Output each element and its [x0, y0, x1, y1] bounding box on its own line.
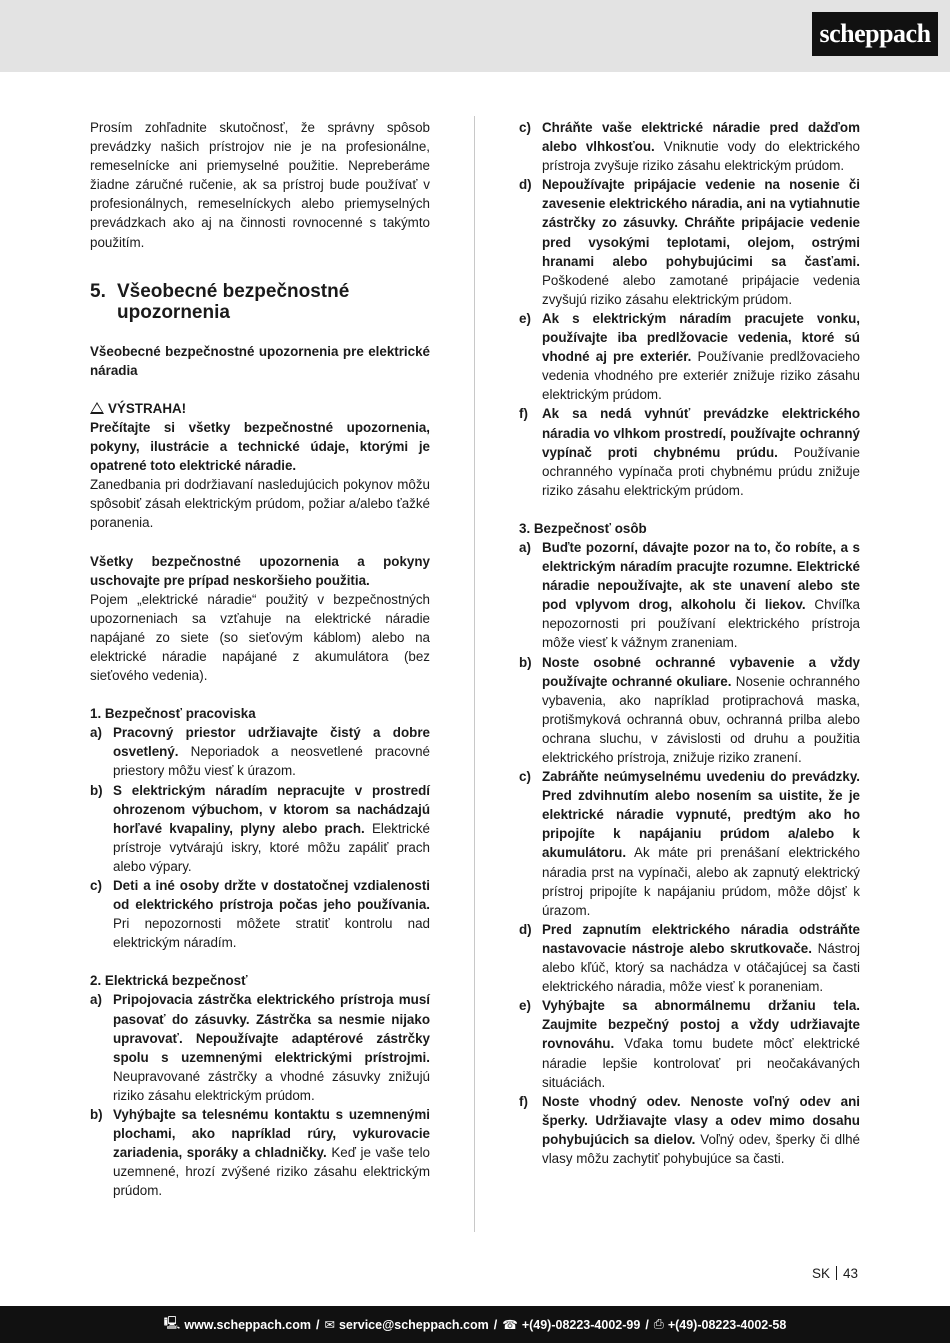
- email-icon: ✉: [324, 1318, 335, 1332]
- computer-icon: 🖳: [163, 1316, 181, 1330]
- phone-icon: ☎: [502, 1318, 518, 1332]
- item-label: e): [519, 310, 531, 326]
- item-text: Pracovný priestor udržiavajte čistý a dobre osvetlený. Neporiadok a neosvetlené pracovné priestory môžu viesť k úrazom.: [113, 725, 430, 779]
- email-link[interactable]: service@scheppach.com: [338, 1317, 489, 1332]
- item-label: f): [519, 1093, 528, 1109]
- item-label: c): [519, 769, 531, 785]
- subsection-title: 3. Bezpečnosť osôb: [519, 520, 647, 536]
- section-title: Všeobecné bezpečnostné upozornenia: [117, 280, 350, 323]
- subsection-title: 1. Bezpečnosť pracoviska: [90, 706, 256, 722]
- item-label: b): [519, 654, 532, 670]
- section-heading: [90, 281, 430, 323]
- item-text: Zabráňte neúmyselnému uvedeniu do prevádzky. Pred zdvihnutím alebo nosením sa uistite, že je elektrické náradie vypnuté, predtým ako ho pripojíte k napájaniu prúdom a/alebo k akumulátoru. Ak máte pri prenášaní elektrického náradia prst na vypínači, alebo ak zapnutý elektrický prístroj pripojíte k napájaniu prúdom, môže dôjsť k úrazom.: [542, 769, 860, 918]
- item-label: d): [519, 921, 532, 937]
- keep-instructions-text: Pojem „elektrické náradie“ použitý v bezpečnostných upozorneniach sa vzťahuje na elektrické náradie napájané zo siete (so sieťovým káblom) alebo na elektrické náradie napájané z akumulátora (bez sieťového vedenia).: [90, 591, 430, 684]
- list-item: [519, 653, 860, 768]
- list-item: [519, 309, 860, 404]
- item-text: Deti a iné osoby držte v dostatočnej vzdialenosti od elektrického prístroja počas jeho používania. Pri nepozornosti môžete stratiť kontrolu nad elektrickým náradím.: [113, 878, 430, 951]
- fax-icon: ⎙: [653, 1317, 664, 1331]
- item-label: b): [90, 1107, 103, 1123]
- item-label: f): [519, 406, 528, 422]
- item-text: Noste vhodný odev. Nenoste voľný odev ani šperky. Udržiavajte vlasy a odev mimo dosahu pohybujúcich sa dielov. Voľný odev, šperky či dlhé vlasy môžu zachytiť pohybujúce sa časti.: [542, 1093, 861, 1166]
- footer-separator: /: [316, 1317, 320, 1332]
- warning-triangle-icon: [90, 402, 104, 414]
- list-item: [519, 767, 860, 920]
- intro-paragraph: Prosím zohľadnite skutočnosť, že správny spôsob prevádzky našich prístrojov nie je na profesionálne, remeselnícke ani priemyselné použitie. Nepreberáme žiadne záručné ručenie, ak sa prístroj bude používať v profesionálnych, remeselníckych alebo priemyselných prevádzkach ako aj na činnosti rovnocenné s takýmto použitím.: [90, 120, 430, 250]
- section-number: 5.: [90, 280, 106, 302]
- item-label: a): [519, 539, 531, 555]
- subheading: Všeobecné bezpečnostné upozornenia pre elektrické náradia: [90, 343, 430, 378]
- item-label: e): [519, 998, 531, 1014]
- list-item: [90, 781, 430, 876]
- item-label: a): [90, 725, 102, 741]
- list-item: [90, 876, 430, 952]
- item-label: a): [90, 992, 102, 1008]
- warning-text: Zanedbania pri dodržiavaní nasledujúcich pokynov môžu spôsobiť zásah elektrickým prúdom, požiar a/alebo ťažké poranenia.: [90, 477, 430, 531]
- item-label: b): [90, 782, 103, 798]
- item-text: Nepoužívajte pripájacie vedenie na nosenie či zavesenie elektrického náradia, ani na vytiahnutie zástrčky zo zásuvky. Chráňte pripájacie vedenie pred vysokými teplotami, olejom, ostrými hranami alebo pohybujúcimi sa časťami. Poškodené alebo zamotané pripájacie vedenia zvyšujú riziko zásahu elektrickým prúdom.: [542, 177, 860, 307]
- item-label: c): [519, 120, 531, 135]
- keep-instructions-bold: Všetky bezpečnostné upozornenia a pokyny uschovajte pre prípad neskoršieho použitia.: [90, 553, 430, 588]
- item-text: Buďte pozorní, dávajte pozor na to, čo robíte, a s elektrickým náradím pracujte rozumne. Elektrické náradie nepoužívajte, ak ste unavení alebo ste pod vplyvom drog, alkoholu či liekov. Chvíľka nepozornosti pri používaní elektrického prístroja môže viesť k vážnym zraneniam.: [542, 539, 860, 651]
- footer-separator: /: [493, 1317, 498, 1332]
- language-code: SK: [812, 1266, 831, 1281]
- footer-bar: [0, 1306, 950, 1343]
- warning-label: VÝSTRAHA!: [108, 400, 187, 416]
- item-text: Noste osobné ochranné vybavenie a vždy používajte ochranné okuliare. Nosenie ochranného vybavenia, ako napríklad protiprachová maska, protišmyková ochranná obuv, ochranná prilba alebo ochrana sluchu, v závislosti od druhu a použitia elektrického prístroja, znižuje riziko zranení.: [542, 654, 860, 765]
- header-bar: [0, 0, 950, 72]
- brand-logo: scheppach: [812, 12, 938, 56]
- item-text: Chráňte vaše elektrické náradie pred dažďom alebo vlhkosťou. Vniknutie vody do elektrického prístroja zvyšuje riziko zásahu elektrickým prúdom.: [542, 120, 860, 174]
- website-link[interactable]: www.scheppach.com: [184, 1317, 312, 1332]
- item-text: Ak s elektrickým náradím pracujete vonku, používajte iba predlžovacie vedenia, ktoré sú vhodné aj pre exteriér. Používanie predlžovacieho vedenia vhodného pre exteriér znižuje riziko zásahu elektrickým prúdom.: [542, 310, 860, 403]
- footer-separator: /: [645, 1317, 649, 1332]
- item-text: Vyhýbajte sa telesnému kontaktu s uzemnenými plochami, ako napríklad rúry, vykurovacie zariadenia, sporáky a chladničky. Keď je vaše telo uzemnené, hrozí zvýšené riziko zásahu elektrickým prúdom.: [113, 1107, 430, 1199]
- list-item: [90, 990, 430, 1105]
- page-number: [812, 1266, 858, 1281]
- list-item: [519, 175, 860, 309]
- page-number-value: 43: [843, 1266, 859, 1281]
- list-item: [519, 118, 860, 175]
- subsection-title: 2. Elektrická bezpečnosť: [90, 973, 248, 989]
- list-item: [519, 996, 860, 1091]
- list-item: [90, 723, 430, 780]
- item-text: Pred zapnutím elektrického náradia odstráňte nastavovacie nástroje alebo skrutkovače. Nástroj alebo kľúč, ktorý sa nachádza v otáčajúcej sa časti elektrického náradia, môže viesť k poraneniam.: [542, 921, 860, 995]
- item-text: Pripojovacia zástrčka elektrického prístroja musí pasovať do zásuvky. Zástrčka sa nesmie nijako upravovať. Nepoužívajte adaptérové zástrčky spolu s uzemnenými elektrickými prístrojmi. Neupravované zástrčky a vhodné zásuvky znižujú riziko zásahu elektrickým prúdom.: [113, 992, 430, 1103]
- list-item: [90, 1105, 430, 1200]
- column-divider: [474, 116, 475, 1232]
- list-item: [519, 538, 860, 653]
- list-item: [519, 1092, 860, 1168]
- fax-number: +(49)-08223-4002-58: [667, 1317, 787, 1332]
- item-text: Vyhýbajte sa abnormálnemu držaniu tela. Zaujmite bezpečný postoj a vždy udržiavajte rovnováhu. Vďaka tomu budete môcť elektrické náradie lepšie kontrolovať pri neočakávaných situáciách.: [542, 998, 860, 1090]
- item-label: c): [90, 878, 102, 893]
- warning-bold: Prečítajte si všetky bezpečnostné upozornenia, pokyny, ilustrácie a technické údaje, ktorými je opatrené toto elektrické náradie.: [90, 419, 430, 474]
- phone-number: +(49)-08223-4002-99: [521, 1317, 641, 1332]
- left-column: [90, 118, 430, 1201]
- right-column: [519, 118, 860, 1168]
- item-text: S elektrickým náradím nepracujte v prostredí ohrozenom výbuchom, v ktorom sa nachádzajú horľavé kvapaliny, plyny alebo prach. Elektrické prístroje vytvárajú iskry, ktoré môžu zapáliť prach alebo výpary.: [113, 782, 430, 874]
- item-text: Ak sa nedá vyhnúť prevádzke elektrického náradia vo vlhkom prostredí, používajte ochranný vypínač proti chybnému prúdu. Používanie ochranného vypínača proti chybnému prúdu znižuje riziko zásahu elektrickým prúdom.: [542, 406, 860, 498]
- list-item: [519, 404, 860, 499]
- list-item: [519, 920, 860, 996]
- warning-heading: [90, 399, 430, 418]
- item-label: d): [519, 177, 532, 193]
